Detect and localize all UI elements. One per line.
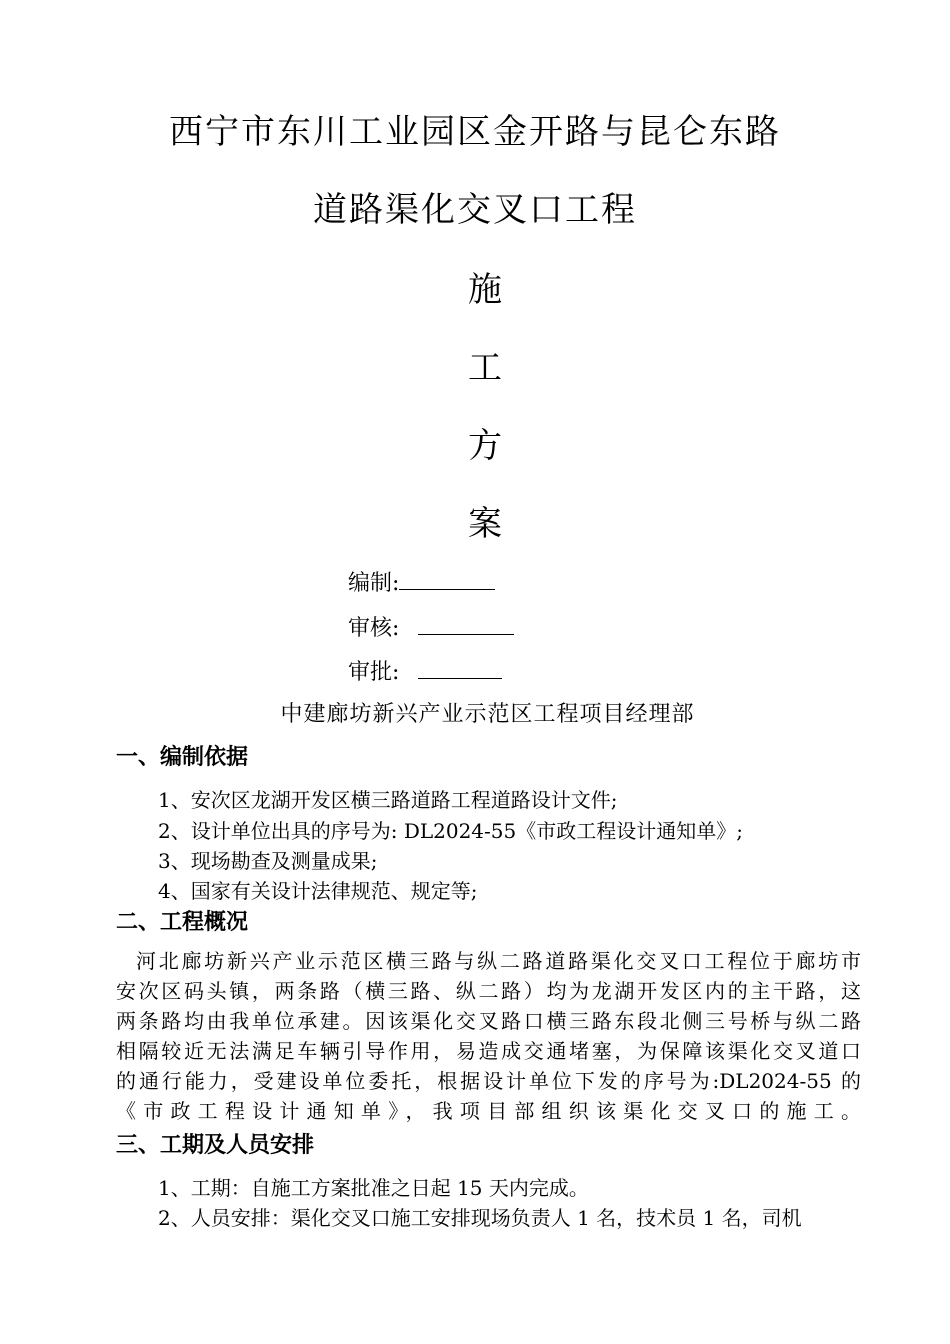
overview-line-5: 的通行能力，受建设单位委托，根据设计单位下发的序号为:DL2024-55 的 [116,1069,861,1093]
overview-line-3: 两条路均由我单位承建。因该渠化交叉路口横三路东段北侧三号桥与纵二路 [116,1009,861,1033]
basis-item-3: 3、现场勘查及测量成果; [158,849,378,873]
section-heading-basis: 一、编制依据 [116,744,249,770]
vertical-char-2: 工 [468,348,502,388]
organization-name: 中建廊坊新兴产业示范区工程项目经理部 [280,702,695,727]
overview-line-1: 河北廊坊新兴产业示范区横三路与纵二路道路渠化交叉口工程位于廊坊市 [136,949,861,973]
sign-blank-approve [418,656,502,679]
sign-label-review: 审核: [348,616,407,641]
document-title-line-1: 西宁市东川工业园区金开路与昆仑东路 [169,112,781,152]
basis-item-2: 2、设计单位出具的序号为: DL2024-55《市政工程设计通知单》; [158,819,743,843]
overview-line-6: 《市政工程设计通知单》，我项目部组织该渠化交叉口的施工。 [116,1099,861,1123]
document-title-line-2: 道路渠化交叉口工程 [313,190,637,230]
sign-blank-compile [399,567,495,590]
section-heading-overview: 二、工程概况 [116,909,249,935]
sign-row-review [348,611,514,642]
vertical-char-4: 案 [468,504,502,544]
vertical-char-1: 施 [468,270,502,310]
sign-row-approve [348,655,502,686]
sign-label-approve: 审批: [348,660,407,685]
overview-line-4: 相隔较近无法满足车辆引导作用，易造成交通堵塞，为保障该渠化交叉道口 [116,1039,861,1063]
schedule-item-1: 1、工期：自施工方案批准之日起 15 天内完成。 [158,1176,589,1200]
basis-item-4: 4、国家有关设计法律规范、规定等; [158,879,478,903]
overview-line-2: 安次区码头镇，两条路（横三路、纵二路）均为龙湖开发区内的主干路，这 [116,979,861,1003]
sign-label-compile: 编制: [348,571,400,596]
sign-blank-review [418,612,514,635]
sign-row-compile [348,566,495,597]
vertical-char-3: 方 [468,426,502,466]
section-heading-schedule: 三、工期及人员安排 [116,1132,315,1158]
overview-paragraph [116,946,861,1126]
schedule-item-2: 2、人员安排：渠化交叉口施工安排现场负责人 1 名，技术员 1 名，司机 [158,1206,802,1230]
basis-item-1: 1、安次区龙湖开发区横三路道路工程道路设计文件; [158,788,618,812]
